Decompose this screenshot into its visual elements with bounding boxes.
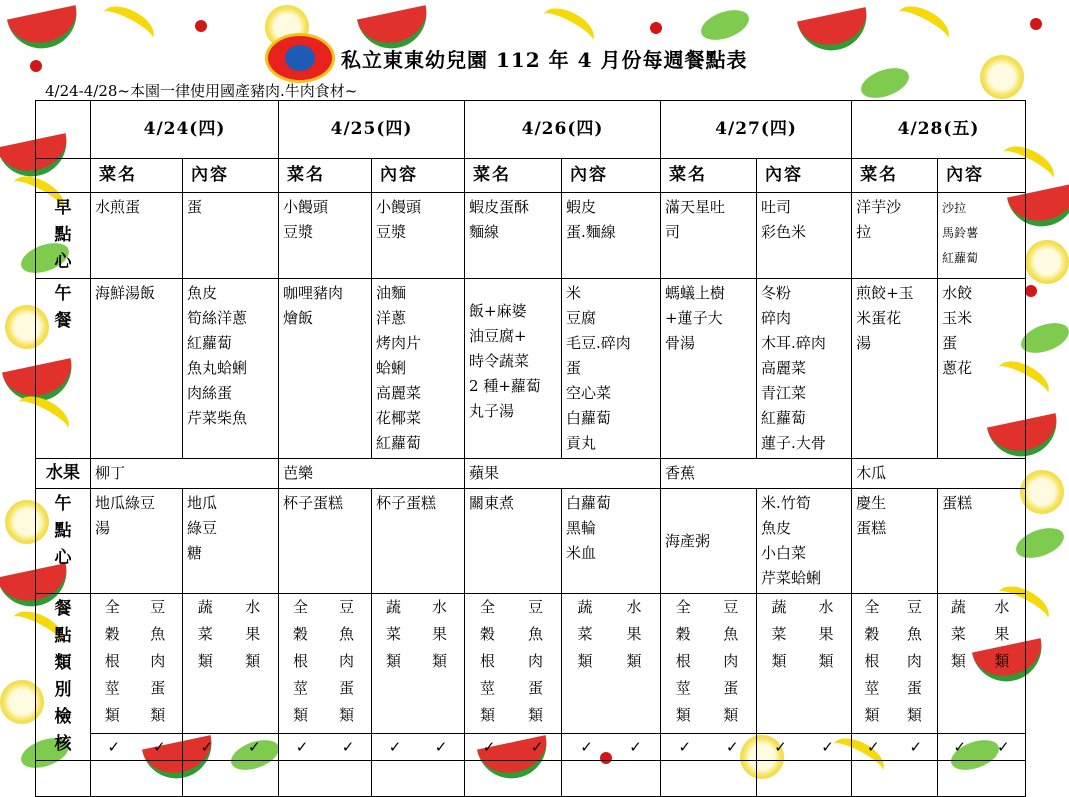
watermelon-icon [7, 5, 83, 55]
dish-name-header [279, 159, 372, 193]
check-mark: ✓ [580, 737, 593, 756]
cherry-icon [195, 20, 207, 32]
row-label-lunch-text: 午餐 [54, 284, 72, 331]
food-category-label: 豆魚肉蛋類 [906, 598, 922, 724]
fruit-cell-text: 柳丁 [95, 464, 126, 482]
day-header-text: 4/25(四) [330, 119, 413, 139]
dish-name-text: 煎餃+玉 米蛋花 湯 [856, 284, 914, 352]
dish-name [852, 489, 938, 594]
row-label-fruit-text: 水果 [46, 463, 80, 483]
dish-name [91, 489, 183, 594]
fruit-cell [91, 459, 279, 489]
check-mark: ✓ [200, 737, 214, 756]
food-category-label: 豆魚肉蛋類 [528, 598, 544, 724]
category-check-cell [279, 594, 372, 734]
category-check-cell [465, 594, 562, 734]
blank-cell [938, 761, 1026, 797]
category-check-cell [938, 594, 1026, 734]
dish-ingredients-text: 小饅頭 豆漿 [376, 198, 422, 241]
dish-ingredients [372, 489, 465, 594]
check-mark-cell [757, 734, 852, 761]
dish-name-header [852, 159, 938, 193]
check-mark: ✓ [247, 737, 261, 756]
dish-ingredients [938, 193, 1026, 279]
dish-ingredients-text: 米 豆腐 毛豆.碎肉 蛋 空心菜 白蘿蔔 貢丸 [566, 284, 631, 452]
cherry-icon [30, 60, 42, 72]
dish-name [465, 279, 562, 459]
dish-ingredients [372, 193, 465, 279]
dish-name-text: 關東煮 [469, 494, 515, 512]
table-row [36, 193, 1026, 279]
day-header-text: 4/27(四) [715, 119, 797, 139]
dish-ingredients-text: 蝦皮 蛋.麵線 [566, 198, 616, 241]
dish-ingredients-text: 杯子蛋糕 [376, 494, 437, 512]
dish-ingredients [562, 193, 661, 279]
blank-cell [852, 761, 938, 797]
school-logo [265, 33, 335, 83]
leaf-icon [857, 62, 913, 104]
food-category-label: 全穀根莖類 [293, 598, 309, 724]
dish-name [661, 489, 757, 594]
ingredients-header-text: 內容 [570, 165, 609, 185]
dish-name-text: 海產粥 [665, 531, 711, 550]
row-label-category-check-text: 餐點類別檢核 [54, 599, 72, 754]
watermelon-icon [797, 7, 873, 57]
dish-name-text: 滿天星吐 司 [665, 198, 726, 241]
dish-name-header-text: 菜名 [860, 165, 899, 185]
dish-ingredients [183, 279, 279, 459]
check-mark: ✓ [678, 737, 692, 756]
blank-cell [757, 761, 852, 797]
dish-name-header-text: 菜名 [473, 165, 512, 185]
check-mark: ✓ [152, 737, 166, 756]
dish-name-text: 地瓜綠豆 湯 [95, 494, 156, 537]
ingredients-header-text: 內容 [946, 165, 985, 185]
check-mark: ✓ [867, 737, 880, 756]
food-category-label: 全穀根莖類 [675, 598, 691, 724]
table-row [36, 734, 1026, 761]
ingredients-header-text: 內容 [765, 165, 804, 185]
food-category-label: 水果類 [994, 598, 1010, 670]
category-check-cell [562, 594, 661, 734]
ingredients-header-text: 內容 [191, 165, 229, 185]
food-category-label: 全穀根莖類 [104, 598, 120, 724]
dish-name [852, 279, 938, 459]
ingredients-header [562, 159, 661, 193]
dish-ingredients [562, 489, 661, 594]
day-header [852, 101, 1026, 159]
dish-ingredients-text: 蛋糕 [942, 494, 973, 512]
cherry-icon [1025, 285, 1037, 297]
day-header [91, 101, 279, 159]
blank-cell [372, 761, 465, 797]
table-row [36, 594, 1026, 734]
fruit-cell-text: 香蕉 [665, 464, 696, 482]
table-row [36, 761, 1026, 797]
dish-ingredients-text: 吐司 彩色米 [761, 198, 807, 241]
row-label-category-check [36, 594, 91, 761]
dish-ingredients-text: 魚皮 筍絲洋蔥 紅蘿蔔 魚丸蛤蜊 肉絲蛋 芹菜柴魚 [187, 284, 248, 427]
table-row [36, 459, 1026, 489]
title-bar [265, 35, 748, 81]
dish-name-text: 慶生 蛋糕 [856, 494, 887, 537]
dish-name [661, 279, 757, 459]
cherry-icon [1030, 18, 1042, 30]
row-label-fruit [36, 459, 91, 489]
check-mark-cell [661, 734, 757, 761]
dish-ingredients-text: 水餃 玉米 蛋 蔥花 [942, 284, 973, 377]
dish-ingredients [183, 489, 279, 594]
corner-cell [36, 761, 91, 797]
check-mark-cell [562, 734, 661, 761]
category-check-cell [91, 594, 183, 734]
dish-ingredients-text: 白蘿蔔 黑輪 米血 [566, 494, 612, 562]
dish-name-text: 水煎蛋 [95, 198, 141, 216]
check-mark: ✓ [953, 737, 967, 756]
table-row [36, 489, 1026, 594]
check-mark-cell [938, 734, 1026, 761]
dish-ingredients-text: 地瓜 綠豆 糖 [187, 494, 218, 562]
row-label-breakfast [36, 193, 91, 279]
dish-name-text: 海鮮湯飯 [95, 284, 156, 302]
dish-name [279, 279, 372, 459]
dish-name-text: 蝦皮蛋酥 麵線 [469, 198, 530, 241]
day-header-text: 4/24(四) [143, 119, 226, 139]
dish-name-text: 洋芋沙 拉 [856, 198, 902, 241]
table-row [36, 101, 1026, 159]
check-mark: ✓ [295, 737, 309, 756]
check-mark: ✓ [341, 737, 355, 756]
table-row [36, 279, 1026, 459]
blank-cell [183, 761, 279, 797]
meat-source-notice: 4/24-4/28~本園一律使用國產豬肉.牛肉食材~ [45, 82, 358, 100]
blank-cell [661, 761, 757, 797]
check-mark: ✓ [774, 737, 787, 756]
day-header [661, 101, 852, 159]
corner-cell [36, 101, 91, 159]
corner-cell [36, 159, 91, 193]
dish-name [661, 193, 757, 279]
food-category-label: 豆魚肉蛋類 [723, 598, 739, 724]
check-mark: ✓ [629, 737, 642, 756]
dish-ingredients [562, 279, 661, 459]
check-mark: ✓ [107, 737, 121, 756]
dish-name [91, 279, 183, 459]
check-mark: ✓ [388, 737, 402, 756]
ingredients-header [372, 159, 465, 193]
dish-name [465, 193, 562, 279]
food-category-label: 豆魚肉蛋類 [339, 598, 355, 724]
blank-cell [562, 761, 661, 797]
dish-name-header-text: 菜名 [669, 165, 708, 185]
category-check-cell [661, 594, 757, 734]
check-mark-cell [852, 734, 938, 761]
fruit-cell [852, 459, 1026, 489]
dish-ingredients [757, 489, 852, 594]
food-category-label: 水果類 [818, 598, 834, 670]
day-header [279, 101, 465, 159]
check-mark: ✓ [434, 737, 448, 756]
row-label-breakfast-text: 早點心 [54, 198, 72, 272]
category-check-cell [852, 594, 938, 734]
check-mark-cell [91, 734, 183, 761]
food-category-label: 豆魚肉蛋類 [150, 598, 166, 724]
category-check-cell [183, 594, 279, 734]
dish-name-text: 小饅頭 豆漿 [283, 198, 329, 241]
dish-name-header-text: 菜名 [287, 165, 326, 185]
category-check-cell [372, 594, 465, 734]
dish-name-text: 飯+麻婆 油豆腐+ 時令蔬菜 2 種+蘿蔔 丸子湯 [469, 302, 541, 420]
category-check-cell [757, 594, 852, 734]
check-mark: ✓ [530, 737, 544, 756]
check-mark: ✓ [726, 737, 739, 756]
check-mark: ✓ [821, 737, 834, 756]
dish-ingredients-text: 蛋 [187, 198, 203, 216]
check-mark: ✓ [482, 737, 496, 756]
check-mark: ✓ [909, 737, 923, 756]
food-category-label: 蔬菜類 [197, 598, 213, 670]
dish-ingredients-text: 米.竹筍 魚皮 小白菜 芹菜蛤蜊 [761, 494, 822, 587]
ingredients-header [938, 159, 1026, 193]
day-header-text: 4/26(四) [521, 119, 604, 139]
banana-icon [96, 0, 160, 52]
day-header [465, 101, 661, 159]
food-category-label: 水果類 [245, 598, 261, 670]
cherry-icon [650, 22, 662, 34]
row-label-snack-text: 午點心 [54, 494, 72, 568]
row-label-lunch [36, 279, 91, 459]
lemon-icon [1025, 240, 1069, 284]
lemon-icon [980, 55, 1024, 99]
food-category-label: 水果類 [432, 598, 448, 670]
dish-ingredients-text: 沙拉 馬鈴薯 紅蘿蔔 [942, 201, 979, 265]
weekly-menu-table [35, 100, 1026, 797]
food-category-label: 全穀根莖類 [480, 598, 496, 724]
fruit-cell [279, 459, 465, 489]
fruit-cell [465, 459, 661, 489]
dish-name-text: 螞蟻上樹 +蓮子大 骨湯 [665, 284, 726, 352]
check-mark-cell [372, 734, 465, 761]
dish-name [852, 193, 938, 279]
blank-cell [279, 761, 372, 797]
ingredients-header-text: 內容 [380, 165, 419, 185]
blank-cell [465, 761, 562, 797]
ingredients-header [757, 159, 852, 193]
day-header-text: 4/28(五) [897, 119, 980, 139]
dish-name-header-text: 菜名 [99, 165, 137, 185]
table-row [36, 159, 1026, 193]
dish-ingredients-text: 油麵 洋蔥 烤肉片 蛤蜊 高麗菜 花椰菜 紅蘿蔔 [376, 284, 422, 452]
dish-ingredients [183, 193, 279, 279]
dish-name [465, 489, 562, 594]
check-mark: ✓ [997, 737, 1010, 756]
dish-ingredients [757, 279, 852, 459]
fruit-cell-text: 木瓜 [856, 464, 887, 482]
fruit-cell [661, 459, 852, 489]
banana-icon [891, 0, 955, 52]
check-mark-cell [183, 734, 279, 761]
dish-ingredients [757, 193, 852, 279]
dish-name-header [465, 159, 562, 193]
dish-name-header [91, 159, 183, 193]
dish-name-text: 杯子蛋糕 [283, 494, 344, 512]
dish-name [279, 193, 372, 279]
food-category-label: 蔬菜類 [386, 598, 402, 670]
dish-ingredients [938, 279, 1026, 459]
dish-name [91, 193, 183, 279]
dish-ingredients [372, 279, 465, 459]
dish-ingredients-text: 冬粉 碎肉 木耳.碎肉 高麗菜 青江菜 紅蘿蔔 蓮子.大骨 [761, 284, 826, 452]
fruit-cell-text: 蘋果 [469, 464, 500, 482]
food-category-label: 蔬菜類 [771, 598, 787, 670]
row-label-snack [36, 489, 91, 594]
dish-name-text: 咖哩豬肉 燴飯 [283, 284, 344, 327]
dish-name-header [661, 159, 757, 193]
blank-cell [91, 761, 183, 797]
fruit-cell-text: 芭樂 [283, 464, 314, 482]
food-category-label: 全穀根莖類 [864, 598, 880, 724]
check-mark-cell [279, 734, 372, 761]
food-category-label: 蔬菜類 [950, 598, 966, 670]
food-category-label: 蔬菜類 [577, 598, 593, 670]
ingredients-header [183, 159, 279, 193]
lemon-icon [1020, 470, 1064, 514]
dish-name [279, 489, 372, 594]
food-category-label: 水果類 [626, 598, 642, 670]
page-title: 私立東東幼兒園 112 年 4 月份每週餐點表 [341, 47, 748, 72]
dish-ingredients [938, 489, 1026, 594]
check-mark-cell [465, 734, 562, 761]
